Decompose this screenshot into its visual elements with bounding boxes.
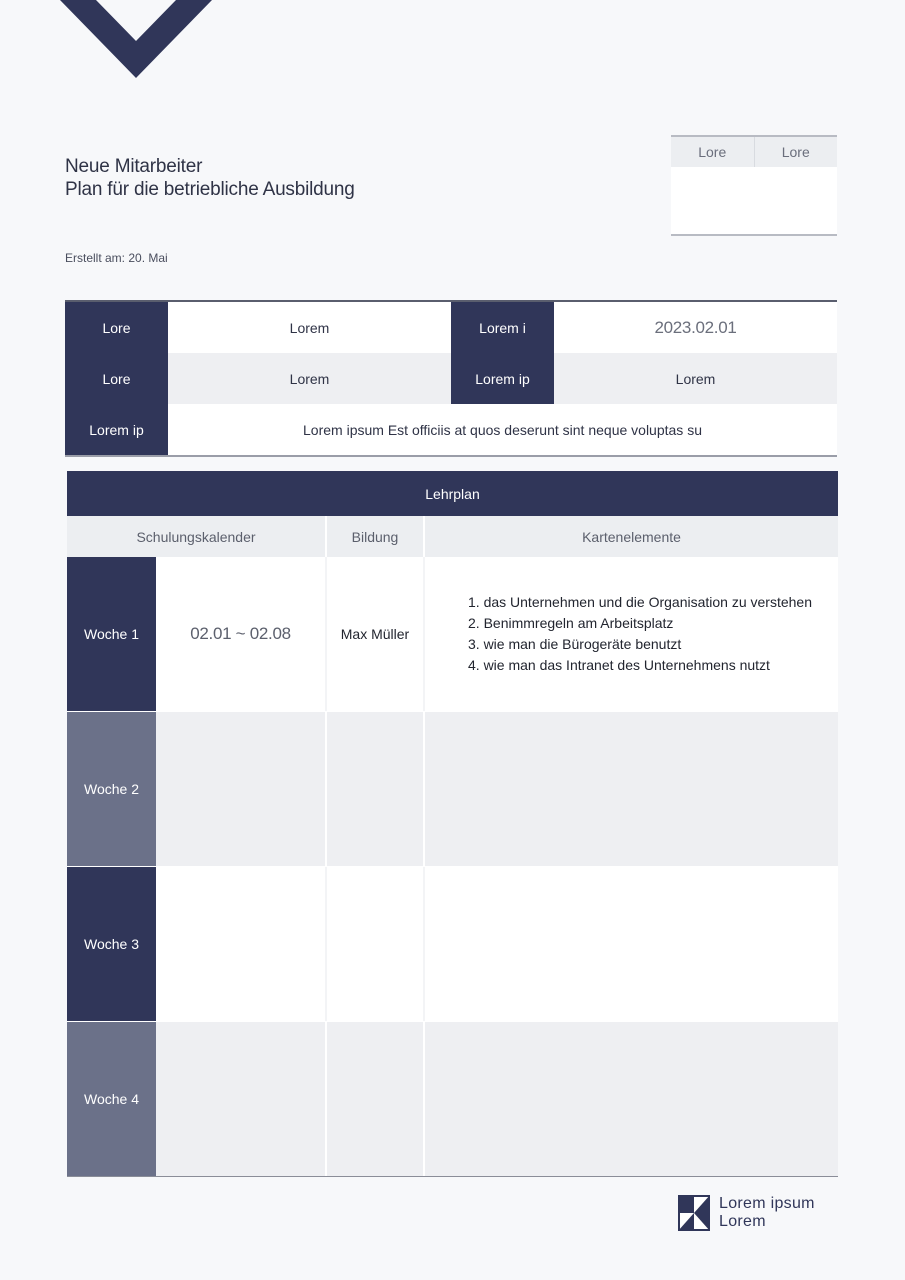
week-row: [67, 1021, 838, 1176]
week-dates: [156, 1022, 325, 1176]
week-label: Woche 4: [67, 1022, 156, 1176]
info-label: Lorem ip: [65, 404, 168, 455]
column-header-calendar: Schulungskalender: [136, 528, 256, 545]
week-content: [425, 712, 838, 866]
week-row: [67, 866, 838, 1021]
info-label: Lore: [65, 353, 168, 404]
info-description: Lorem ipsum Est officiis at quos deserunt sint neque voluptas su: [168, 404, 837, 455]
info-date-value: 2023.02.01: [554, 302, 837, 353]
week-row: [67, 557, 838, 711]
approval-col-2: Lore: [754, 137, 838, 167]
info-value: Lorem: [554, 353, 837, 404]
week-trainer: [325, 712, 425, 866]
week-row: [67, 711, 838, 866]
logo-mark-icon: [678, 1195, 710, 1231]
column-headers: [67, 516, 838, 557]
list-item: 1. das Unternehmen und die Organisation zu verstehen: [468, 594, 812, 610]
list-item: 2. Benimmregeln am Arbeitsplatz: [468, 615, 674, 631]
info-row-2: [65, 353, 837, 404]
info-value: Lorem: [168, 353, 451, 404]
logo-line-1: Lorem ipsum: [719, 1195, 815, 1212]
logo-line-2: Lorem: [719, 1213, 766, 1230]
company-logo: [678, 1195, 815, 1231]
column-header-training: Bildung: [325, 516, 425, 557]
week-dates: [156, 712, 325, 866]
page-title: [65, 155, 355, 201]
title-line-1: Neue Mitarbeiter: [65, 156, 203, 177]
week-dates: [156, 867, 325, 1021]
week-content: [425, 1022, 838, 1176]
week-label: Woche 2: [67, 712, 156, 866]
week-trainer: [325, 867, 425, 1021]
logo-text: [719, 1195, 815, 1231]
title-line-2: Plan für die betriebliche Ausbildung: [65, 179, 355, 200]
week-content: [425, 867, 838, 1021]
chevron-decoration: [60, 0, 212, 78]
created-date: Erstellt am: 20. Mai: [65, 251, 168, 265]
info-label: Lorem ip: [451, 353, 554, 404]
info-label: Lorem i: [451, 302, 554, 353]
info-value: Lorem: [168, 302, 451, 353]
content-list: [425, 592, 838, 676]
list-item: 3. wie man die Bürogeräte benutzt: [468, 636, 682, 652]
week-trainer: [325, 1022, 425, 1176]
week-dates: 02.01 ~ 02.08: [156, 557, 325, 711]
week-trainer: Max Müller: [325, 557, 425, 711]
week-label: Woche 3: [67, 867, 156, 1021]
list-item: 4. wie man das Intranet des Unternehmens nutzt: [468, 657, 770, 673]
curriculum-table: [67, 471, 838, 1177]
week-label: Woche 1: [67, 557, 156, 711]
info-table: [65, 300, 837, 457]
week-content: [425, 557, 838, 711]
info-label: Lore: [65, 302, 168, 353]
approval-col-1: Lore: [698, 144, 727, 160]
curriculum-title: Lehrplan: [67, 471, 838, 516]
info-row-3: [65, 404, 837, 455]
info-row-1: [65, 302, 837, 353]
column-header-content: Kartenelemente: [582, 528, 681, 545]
approval-box: [671, 135, 837, 236]
